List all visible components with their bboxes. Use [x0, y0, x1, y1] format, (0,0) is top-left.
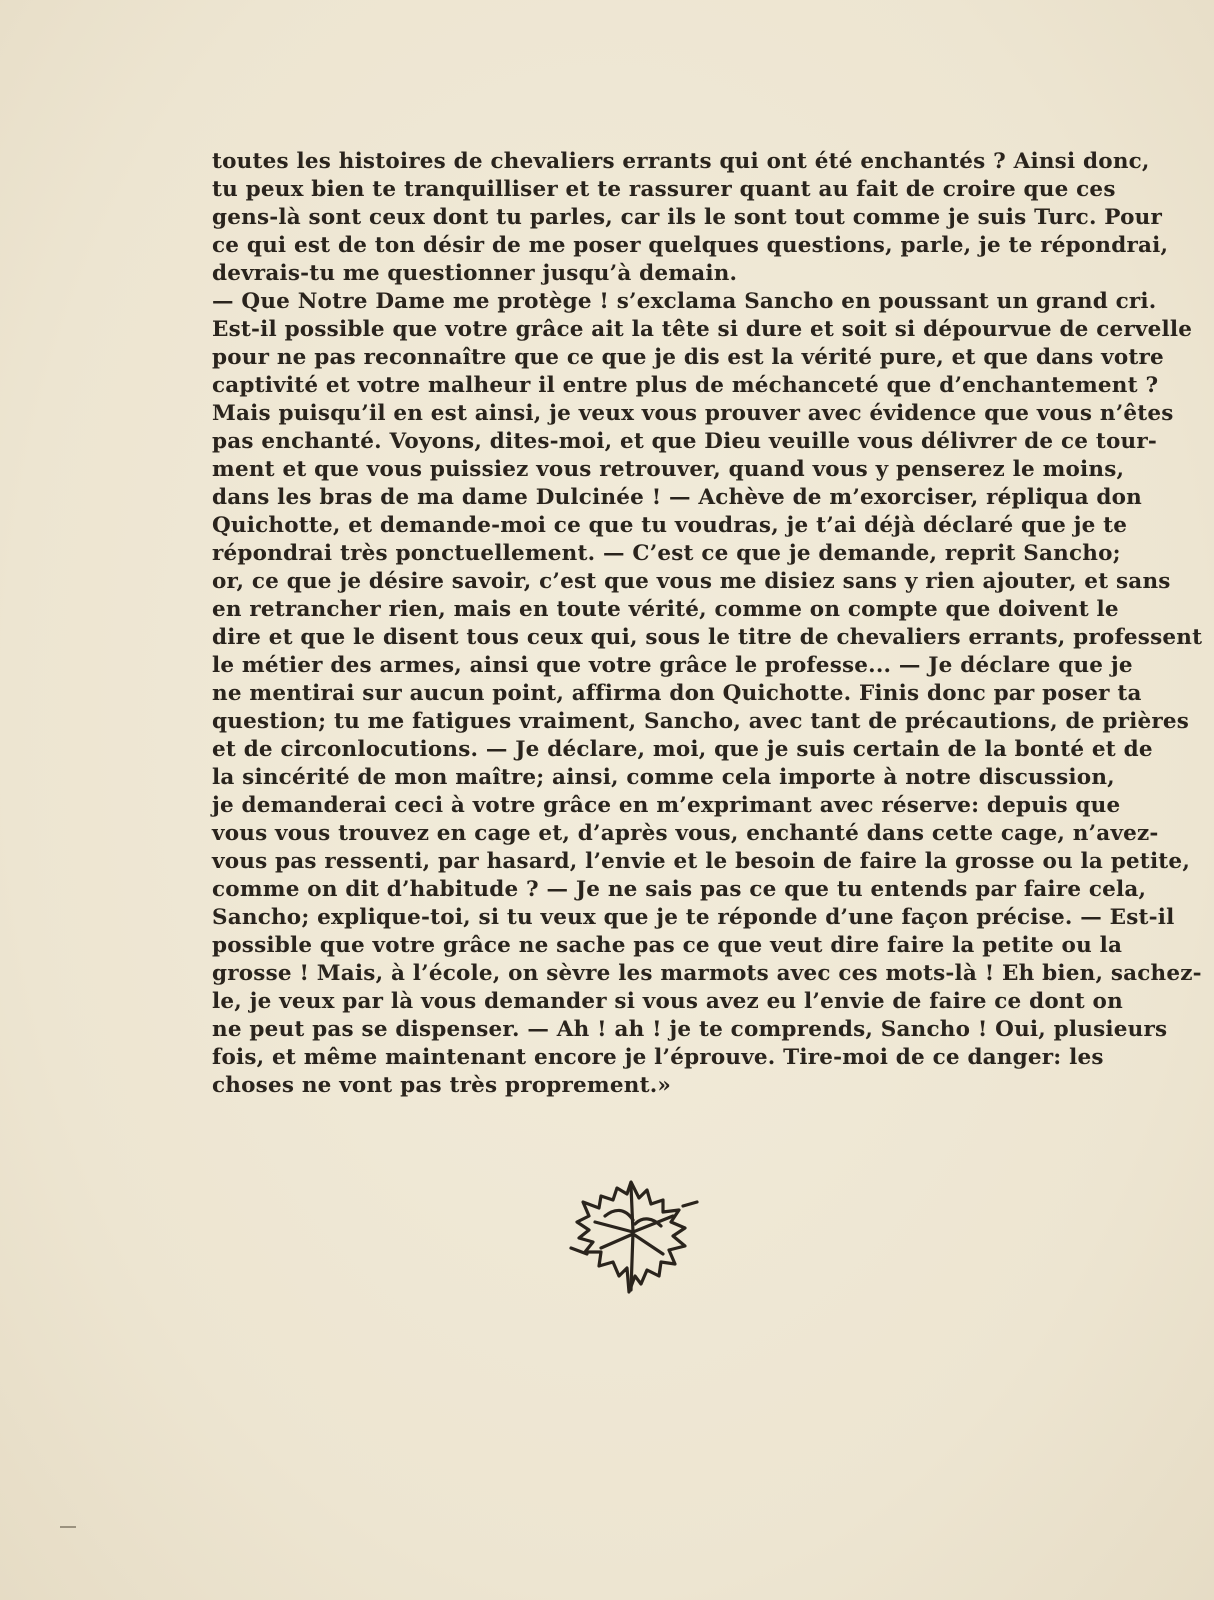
text-line: ment et que vous puissiez vous retrouver, quand vous y penserez le moins,	[212, 457, 1125, 482]
text-line: je demanderai ceci à votre grâce en m’exprimant avec réserve: depuis que	[212, 793, 1121, 818]
text-line: fois, et même maintenant encore je l’éprouve. Tire-moi de ce danger: les	[212, 1045, 1104, 1070]
text-line: choses ne vont pas très proprement.»	[212, 1073, 672, 1098]
leaf-ornament-icon	[565, 1172, 705, 1312]
text-line: ce qui est de ton désir de me poser quelques questions, parle, je te répondrai,	[212, 233, 1169, 258]
text-line: Est-il possible que votre grâce ait la tête si dure et soit si dépourvue de cervelle	[212, 317, 1193, 342]
text-line: — Que Notre Dame me protège ! s’exclama Sancho en poussant un grand cri.	[212, 289, 1157, 314]
text-line: toutes les histoires de chevaliers errants qui ont été enchantés ? Ainsi donc,	[212, 149, 1150, 174]
text-line: possible que votre grâce ne sache pas ce que veut dire faire la petite ou la	[212, 933, 1123, 958]
text-line: vous pas ressenti, par hasard, l’envie et le besoin de faire la grosse ou la petite,	[212, 849, 1191, 874]
text-line: le métier des armes, ainsi que votre grâce le professe... — Je déclare que je	[212, 653, 1133, 678]
text-line: pour ne pas reconnaître que ce que je dis est la vérité pure, et que dans votre	[212, 345, 1164, 370]
text-line: Sancho; explique-toi, si tu veux que je te réponde d’une façon précise. — Est-il	[212, 905, 1175, 930]
text-line: captivité et votre malheur il entre plus de méchanceté que d’enchantement ?	[212, 373, 1159, 398]
text-line: ne mentirai sur aucun point, affirma don Quichotte. Finis donc par poser ta	[212, 681, 1142, 706]
body-text	[212, 148, 1203, 1100]
text-line: Mais puisqu’il en est ainsi, je veux vous prouver avec évidence que vous n’êtes	[212, 401, 1174, 426]
text-line: or, ce que je désire savoir, c’est que vous me disiez sans y rien ajouter, et sans	[212, 569, 1171, 594]
text-line: devrais-tu me questionner jusqu’à demain.	[212, 261, 738, 286]
text-line: question; tu me fatigues vraiment, Sancho, avec tant de précautions, de prières	[212, 709, 1190, 734]
text-line: dans les bras de ma dame Dulcinée ! — Achève de m’exorciser, répliqua don	[212, 485, 1142, 510]
text-line: ne peut pas se dispenser. — Ah ! ah ! je te comprends, Sancho ! Oui, plusieurs	[212, 1017, 1168, 1042]
text-line: le, je veux par là vous demander si vous avez eu l’envie de faire ce dont on	[212, 989, 1123, 1014]
page-mark	[60, 1526, 76, 1528]
text-line: répondrai très ponctuellement. — C’est ce que je demande, reprit Sancho;	[212, 541, 1121, 566]
text-line: en retrancher rien, mais en toute vérité, comme on compte que doivent le	[212, 597, 1119, 622]
text-line: Quichotte, et demande-moi ce que tu voudras, je t’ai déjà déclaré que je te	[212, 513, 1128, 538]
text-line: pas enchanté. Voyons, dites-moi, et que Dieu veuille vous délivrer de ce tour-	[212, 429, 1158, 454]
text-line: comme on dit d’habitude ? — Je ne sais pas ce que tu entends par faire cela,	[212, 877, 1147, 902]
text-line: vous vous trouvez en cage et, d’après vous, enchanté dans cette cage, n’avez-	[212, 821, 1159, 846]
text-line: dire et que le disent tous ceux qui, sous le titre de chevaliers errants, professent	[212, 625, 1203, 650]
text-line: la sincérité de mon maître; ainsi, comme cela importe à notre discussion,	[212, 765, 1115, 790]
text-line: et de circonlocutions. — Je déclare, moi, que je suis certain de la bonté et de	[212, 737, 1153, 762]
text-line: gens-là sont ceux dont tu parles, car ils le sont tout comme je suis Turc. Pour	[212, 205, 1162, 230]
text-line: grosse ! Mais, à l’école, on sèvre les marmots avec ces mots-là ! Eh bien, sachez-	[212, 961, 1202, 986]
text-line: tu peux bien te tranquilliser et te rassurer quant au fait de croire que ces	[212, 177, 1116, 202]
